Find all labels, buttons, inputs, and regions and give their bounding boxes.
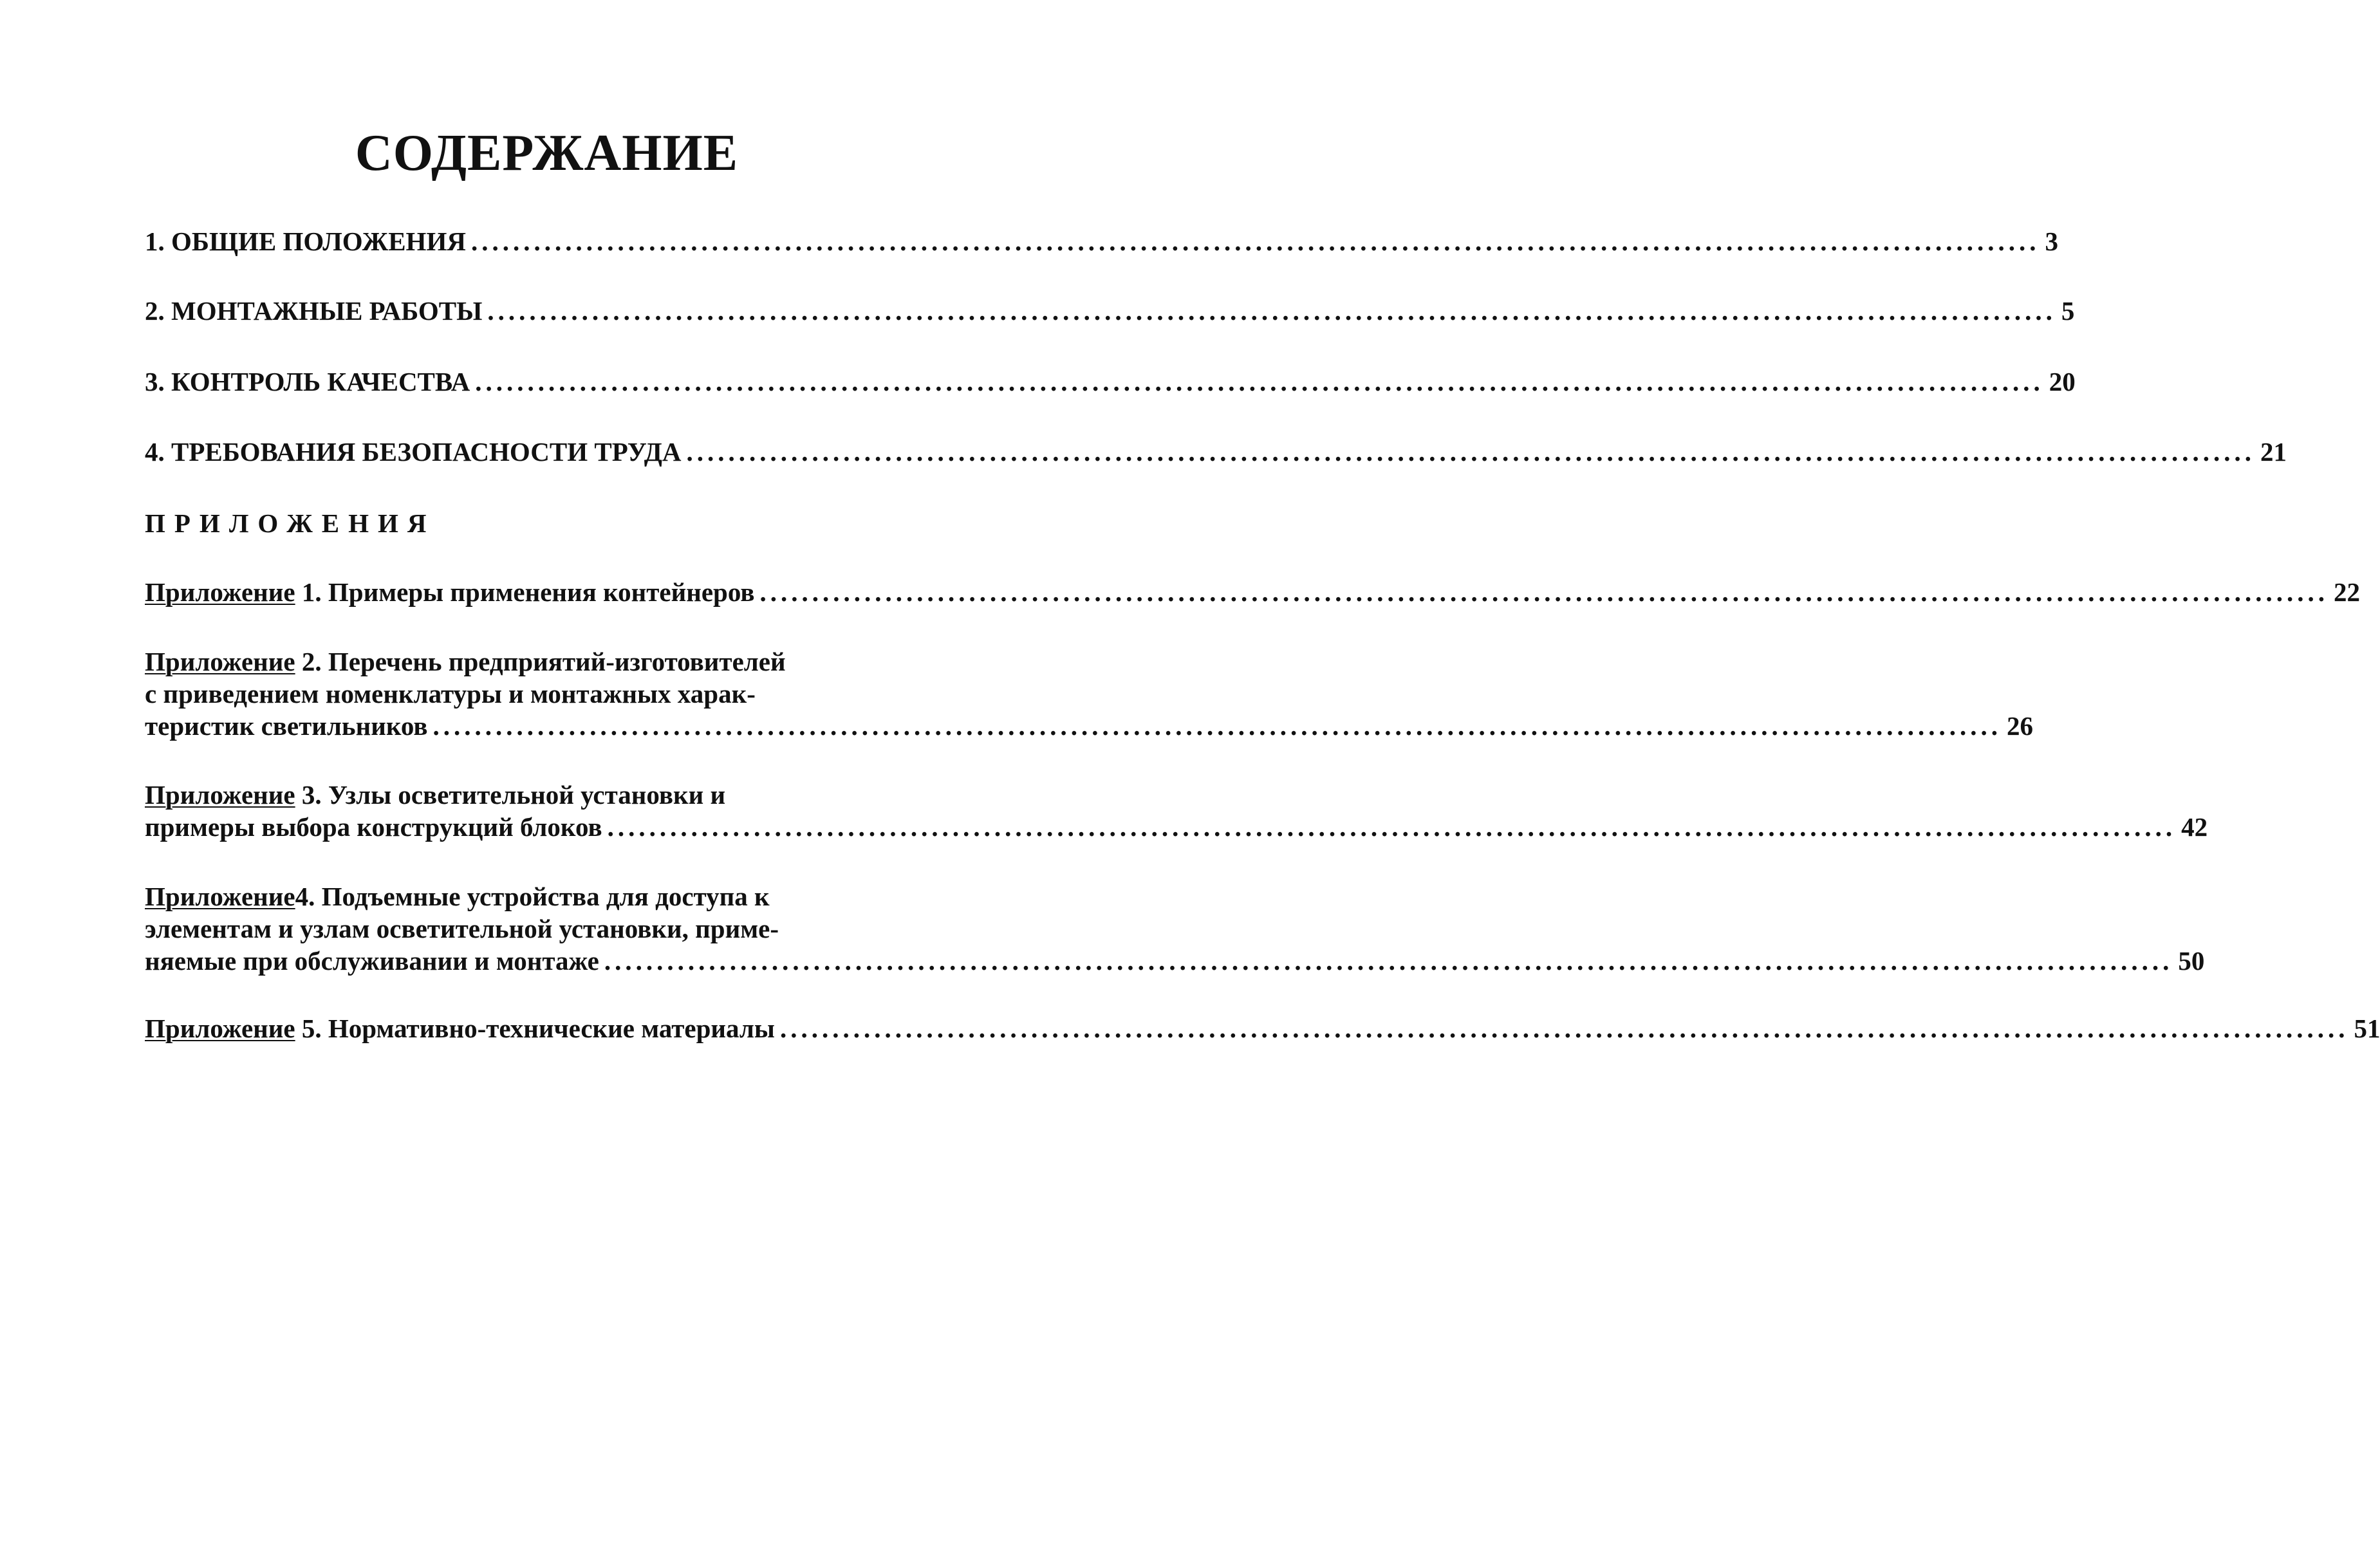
appendix-title-line: 5. Нормативно-технические материалы (295, 1014, 775, 1043)
toc-page-number: 5 (2061, 296, 2075, 326)
toc-page-number: 26 (2007, 711, 2034, 741)
toc-entry-4 (145, 436, 2287, 468)
page-title: СОДЕРЖАНИЕ (355, 125, 739, 181)
toc-entry-label: 2. МОНТАЖНЫЕ РАБОТЫ (145, 296, 483, 326)
dot-leader: ...................................................................................................................................................... (432, 711, 2002, 741)
toc-page-number: 51 (2354, 1014, 2380, 1043)
appendix-title-line: элементам и узлам осветительной установки, приме- (145, 914, 779, 943)
toc-entry-label: 4. ТРЕБОВАНИЯ БЕЗОПАСНОСТИ ТРУДА (145, 437, 682, 467)
appendix-title-line: примеры выбора конструкций блоков (145, 812, 602, 842)
toc-appendix-5 (145, 1012, 2380, 1044)
toc-appendix-2 (145, 645, 2034, 742)
dot-leader: ...................................................................................................................................................... (759, 577, 2329, 607)
toc-entry-label: 1. ОБЩИЕ ПОЛОЖЕНИЯ (145, 227, 466, 256)
toc-entry-2 (145, 295, 2075, 327)
toc-page-number: 22 (2333, 577, 2360, 607)
dot-leader: ...................................................................................................................................................... (470, 227, 2040, 256)
toc-page-number: 50 (2178, 946, 2205, 976)
appendix-title-line: няемые при обслуживании и монтаже (145, 946, 599, 976)
appendix-title-line: 3. Узлы осветительной установки и (295, 780, 726, 810)
toc-entry-3 (145, 366, 2076, 398)
appendix-word: Приложение (145, 1014, 295, 1043)
toc-page-number: 3 (2045, 227, 2058, 256)
appendix-title-line: 1. Примеры применения контейнеров (295, 577, 755, 607)
dot-leader: ...................................................................................................................................................... (475, 367, 2044, 396)
dot-leader: ...................................................................................................................................................... (686, 437, 2256, 467)
appendix-title-line: 2. Перечень предприятий-изготовителей (295, 647, 786, 676)
toc-page-number: 21 (2260, 437, 2287, 467)
dot-leader: ...................................................................................................................................................... (487, 296, 2056, 326)
appendix-title-line: 4. Подъемные устройства для доступа к (295, 882, 770, 911)
toc-page-number: 20 (2049, 367, 2076, 396)
dot-leader: ...................................................................................................................................................... (607, 812, 2177, 842)
appendices-heading: ПРИЛОЖЕНИЯ (145, 508, 436, 538)
appendix-word: Приложение (145, 577, 295, 607)
toc-entry-label: 3. КОНТРОЛЬ КАЧЕСТВА (145, 367, 470, 396)
toc-appendix-1 (145, 576, 2360, 608)
appendix-word: Приложение (145, 647, 295, 676)
appendix-title-line: теристик светильников (145, 711, 428, 741)
appendix-title-line: с приведением номенклатуры и монтажных харак- (145, 679, 756, 709)
toc-page-number: 42 (2181, 812, 2208, 842)
dot-leader: ...................................................................................................................................................... (779, 1014, 2349, 1043)
dot-leader: ...................................................................................................................................................... (604, 946, 2173, 976)
toc-entry-1 (145, 225, 2058, 257)
appendix-word: Приложение (145, 882, 295, 911)
appendix-word: Приложение (145, 780, 295, 810)
toc-appendix-4 (145, 880, 2205, 977)
toc-appendix-3 (145, 779, 2208, 843)
